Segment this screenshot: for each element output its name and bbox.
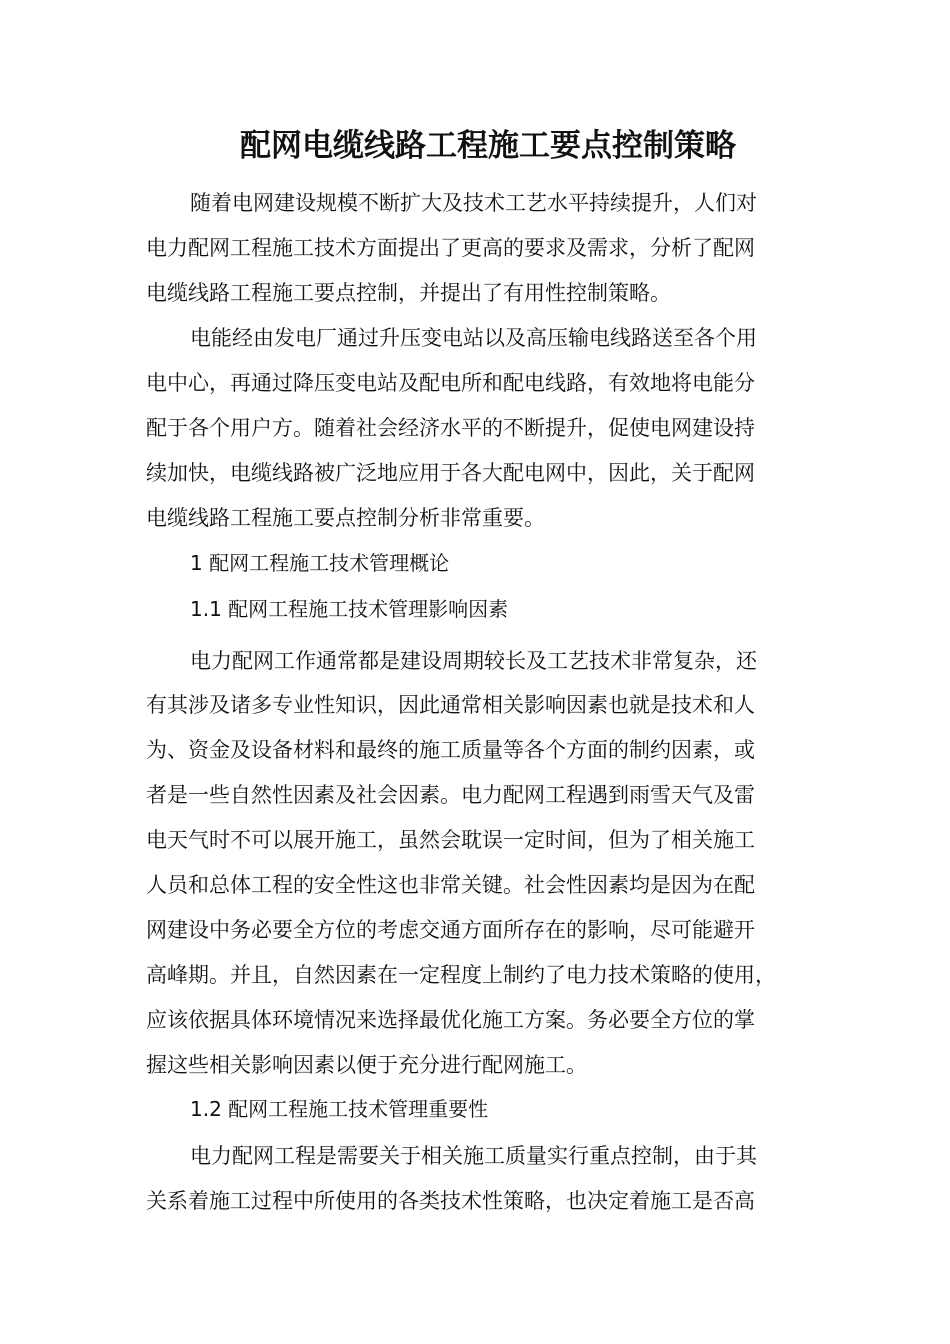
- paragraph-line: 电力配网工程是需要关于相关施工质量实行重点控制，由于其: [190, 1144, 757, 1168]
- paragraph-line: 配于各个用户方。随着社会经济水平的不断提升，促使电网建设持: [146, 416, 755, 440]
- paragraph-line: 高峰期。并且，自然因素在一定程度上制约了电力技术策略的使用，: [146, 963, 776, 987]
- paragraph-line: 电能经由发电厂通过升压变电站以及高压输电线路送至各个用: [190, 326, 757, 350]
- subsection-heading: 1.2 配网工程施工技术管理重要性: [190, 1097, 489, 1121]
- paragraph-line: 握这些相关影响因素以便于充分进行配网施工。: [146, 1053, 587, 1077]
- paragraph-line: 人员和总体工程的安全性这也非常关键。社会性因素均是因为在配: [146, 873, 755, 897]
- subsection-heading: 1.1 配网工程施工技术管理影响因素: [190, 597, 509, 621]
- paragraph-line: 电力配网工程施工技术方面提出了更高的要求及需求，分析了配网: [146, 236, 755, 260]
- paragraph-line: 网建设中务必要全方位的考虑交通方面所存在的影响，尽可能避开: [146, 918, 755, 942]
- paragraph-line: 有其涉及诸多专业性知识，因此通常相关影响因素也就是技术和人: [146, 693, 755, 717]
- paragraph-line: 为、资金及设备材料和最终的施工质量等各个方面的制约因素，或: [146, 738, 755, 762]
- paragraph-line: 电天气时不可以展开施工，虽然会耽误一定时间，但为了相关施工: [146, 828, 755, 852]
- paragraph-line: 应该依据具体环境情况来选择最优化施工方案。务必要全方位的掌: [146, 1008, 755, 1032]
- paragraph-line: 电中心，再通过降压变电站及配电所和配电线路，有效地将电能分: [146, 371, 755, 395]
- paragraph-line: 电缆线路工程施工要点控制分析非常重要。: [146, 506, 545, 530]
- paragraph-line: 随着电网建设规模不断扩大及技术工艺水平持续提升，人们对: [190, 191, 757, 215]
- paragraph-line: 者是一些自然性因素及社会因素。电力配网工程遇到雨雪天气及雷: [146, 783, 755, 807]
- paragraph-line: 续加快，电缆线路被广泛地应用于各大配电网中，因此，关于配网: [146, 461, 755, 485]
- document-title: 配网电缆线路工程施工要点控制策略: [240, 128, 736, 164]
- paragraph-line: 电缆线路工程施工要点控制，并提出了有用性控制策略。: [146, 281, 671, 305]
- paragraph-line: 电力配网工作通常都是建设周期较长及工艺技术非常复杂，还: [190, 649, 757, 673]
- section-heading: 1 配网工程施工技术管理概论: [190, 551, 450, 575]
- paragraph-line: 关系着施工过程中所使用的各类技术性策略，也决定着施工是否高: [146, 1189, 755, 1213]
